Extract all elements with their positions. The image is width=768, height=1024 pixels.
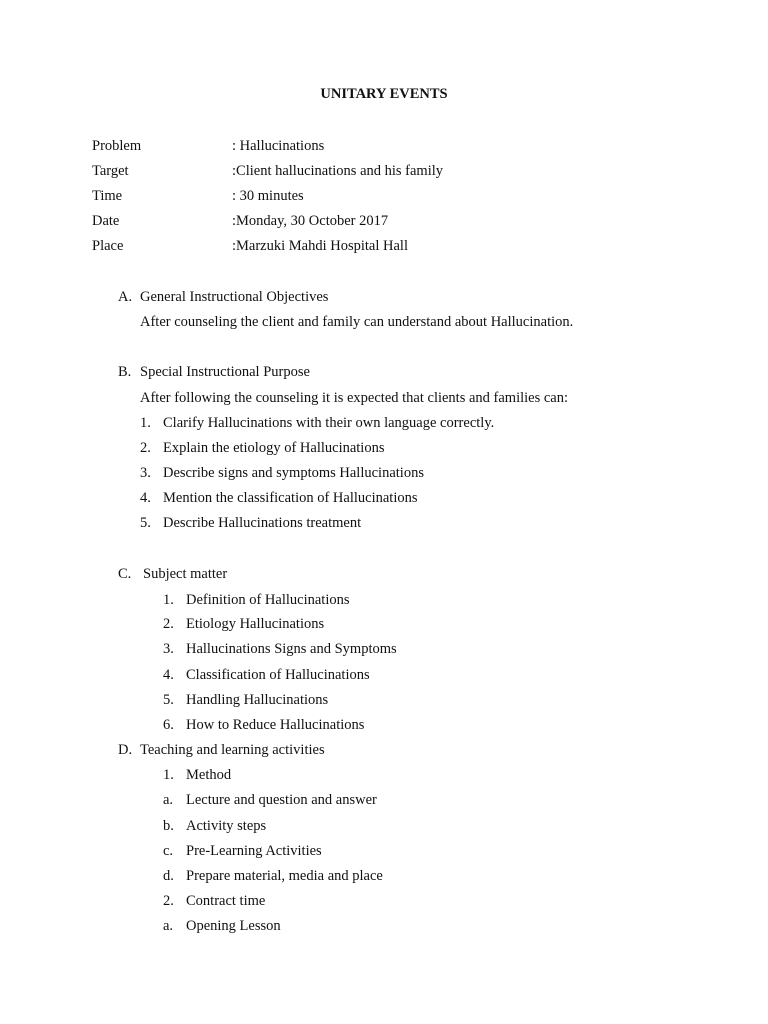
list-item: Describe Hallucinations treatment <box>163 515 362 531</box>
list-letter: a. <box>163 792 174 808</box>
list-number: 1. <box>163 767 174 783</box>
list-item: Clarify Hallucinations with their own language correctly. <box>163 415 495 431</box>
info-label: Date <box>92 213 120 229</box>
list-number: 1. <box>140 415 151 431</box>
info-label: Problem <box>92 138 142 154</box>
info-label: Place <box>92 238 124 254</box>
list-letter: c. <box>163 843 174 859</box>
list-letter: a. <box>163 918 174 934</box>
list-number: 2. <box>163 616 174 632</box>
list-number: 5. <box>140 515 151 531</box>
list-number: 2. <box>163 893 174 909</box>
list-number: 1. <box>163 592 174 608</box>
list-item: Classification of Hallucinations <box>186 667 370 683</box>
list-item: Definition of Hallucinations <box>186 592 350 608</box>
section-b-intro: After following the counseling it is expected that clients and families can: <box>140 390 569 406</box>
section-d-heading: Teaching and learning activities <box>140 742 325 758</box>
info-value: : 30 minutes <box>232 188 304 204</box>
list-item: Contract time <box>186 893 266 909</box>
list-item: Etiology Hallucinations <box>186 616 325 632</box>
section-c-marker: C. <box>118 566 132 582</box>
info-value: :Monday, 30 October 2017 <box>232 213 389 229</box>
info-value: : Hallucinations <box>232 138 325 154</box>
section-c-heading: Subject matter <box>143 566 228 582</box>
section-a-marker: A. <box>118 289 133 305</box>
list-number: 5. <box>163 692 174 708</box>
section-a-heading: General Instructional Objectives <box>140 289 329 305</box>
section-b-heading: Special Instructional Purpose <box>140 364 310 380</box>
list-item: Describe signs and symptoms Hallucinations <box>163 465 424 481</box>
page-title: UNITARY EVENTS <box>320 86 448 102</box>
list-number: 4. <box>140 490 151 506</box>
list-item: Lecture and question and answer <box>186 792 377 808</box>
list-number: 4. <box>163 667 174 683</box>
list-item: Activity steps <box>186 818 267 834</box>
section-d-marker: D. <box>118 742 133 758</box>
list-letter: d. <box>163 868 174 884</box>
list-number: 3. <box>140 465 151 481</box>
info-value: :Marzuki Mahdi Hospital Hall <box>232 238 408 254</box>
list-number: 2. <box>140 440 151 456</box>
list-number: 6. <box>163 717 174 733</box>
list-item: Handling Hallucinations <box>186 692 329 708</box>
list-item: Explain the etiology of Hallucinations <box>163 440 385 456</box>
info-label: Target <box>92 163 129 179</box>
list-item: Opening Lesson <box>186 918 281 934</box>
list-item: Pre-Learning Activities <box>186 843 322 859</box>
list-letter: b. <box>163 818 174 834</box>
list-number: 3. <box>163 641 174 657</box>
list-item: Prepare material, media and place <box>186 868 383 884</box>
section-b-marker: B. <box>118 364 132 380</box>
section-a-text: After counseling the client and family can understand about Hallucination. <box>140 314 574 330</box>
info-label: Time <box>92 188 123 204</box>
list-item: Method <box>186 767 232 783</box>
list-item: Mention the classification of Hallucinations <box>163 490 418 506</box>
info-value: :Client hallucinations and his family <box>232 163 444 179</box>
list-item: How to Reduce Hallucinations <box>186 717 365 733</box>
list-item: Hallucinations Signs and Symptoms <box>186 641 397 657</box>
